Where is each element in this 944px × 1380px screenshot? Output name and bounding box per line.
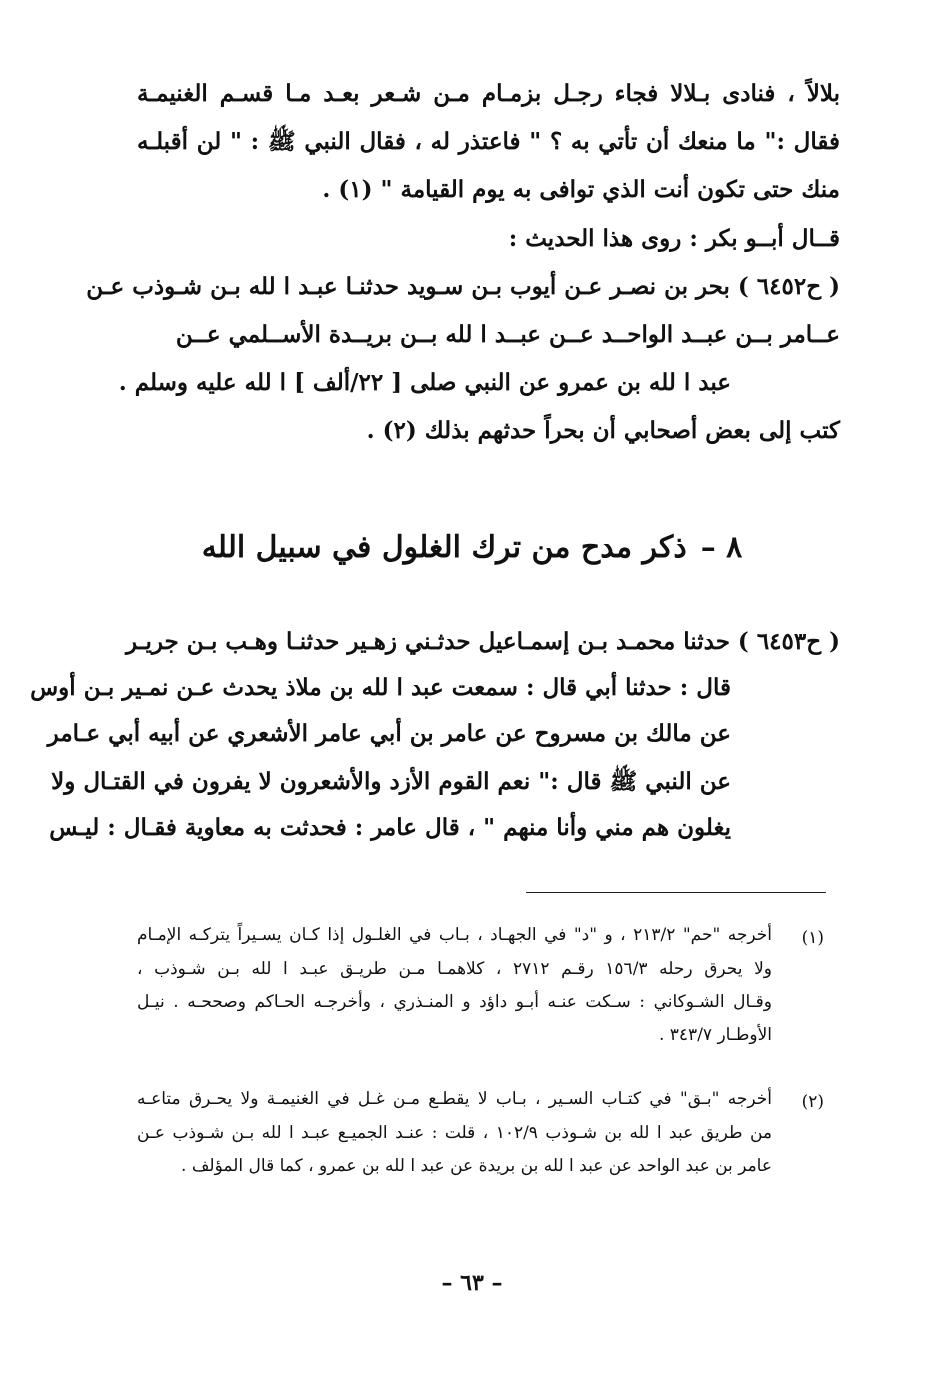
footnote-line: عامر بن عبد الواحد عن عبد ا لله بن بريدة عن عبد ا لله بن عمرو ، كما قال المؤلف . bbox=[181, 1156, 772, 1176]
footnote-line: ولا يحرق رحله ١٥٦/٣ رقـم ٢٧١٢ ، كلاهمـا مـن طريـق عبـد ا لله بـن شـوذب ، bbox=[137, 959, 772, 979]
footnote-separator bbox=[526, 892, 826, 893]
section-title: ذكر مدح من ترك الغلول في سبيل الله bbox=[201, 530, 687, 565]
hadith-line: عن مالك بن مسروح عن عامر بن أبي عامر الأشعري عن أبيه أبي عـامر bbox=[47, 720, 731, 747]
footnote-line: أخرجه "حم" ٢١٣/٢ ، و "د" في الجهـاد ، بـاب في الغلـول إذا كـان يسـيراً يتركـه الإمـام bbox=[137, 925, 772, 945]
hadith-line: عبد ا لله بن عمرو عن النبي صلى [ ٢٢/ألف ] ا لله عليه وسلم . bbox=[118, 369, 731, 396]
footnote-marker: (١) bbox=[801, 928, 824, 948]
footnote-line: أخرجه "بـق" في كتـاب السـير ، بـاب لا يقطـع مـن غـل في الغنيمـة ولا يحـرق متاعـه bbox=[137, 1089, 772, 1109]
section-number: ٨ – bbox=[700, 530, 743, 565]
hadith-line: ( ح٦٤٥٣ ) حدثنا محمـد بـن إسمـاعيل حدثـني زهـير حدثنـا وهـب بـن جريـر bbox=[126, 628, 840, 655]
footnote-marker: (٢) bbox=[801, 1092, 824, 1112]
hadith-line: عن النبي ﷺ قال :" نعم القوم الأزد والأشعرون لا يفرون في القتـال ولا bbox=[51, 768, 731, 795]
footnote-line: من طريق عبد ا لله بن شـوذب ١٠٢/٩ ، قلت : عنـد الجميـع عبـد ا لله بـن شـوذب عـن bbox=[137, 1123, 773, 1143]
page-number: – ٦٣ – bbox=[441, 1270, 503, 1296]
hadith-line: عــامر بــن عبــد الواحــد عــن عبــد ا لله بــن بريــدة الأســلمي عــن bbox=[175, 321, 840, 348]
text-line: فقال :" ما منعك أن تأتي به ؟ " فاعتذر له ، فقال النبي ﷺ : " لن أقبلـه bbox=[137, 128, 840, 155]
section-heading bbox=[0, 528, 944, 568]
hadith-line: قال : حدثنا أبي قال : سمعت عبد ا لله بن ملاذ يحدث عـن نمـير بـن أوس bbox=[30, 674, 731, 701]
narration-intro: قــال أبــو بكر : روى هذا الحديث : bbox=[508, 225, 840, 252]
hadith-line: كتب إلى بعض أصحابي أن بحراً حدثهم بذلك (٢) . bbox=[366, 417, 840, 444]
hadith-line: ( ح٦٤٥٢ ) بحر بن نصـر عـن أيوب بـن سـويد حدثنـا عبـد ا لله بـن شـوذب عـن bbox=[86, 273, 840, 300]
footnote-line: وقـال الشـوكاني : سـكت عنـه أبـو داؤد و المنـذري ، وأخرجـه الحـاكم وصححـه . نيـل bbox=[137, 992, 772, 1012]
hadith-line: يغلون هم مني وأنا منهم " ، قال عامر : فحدثت به معاوية فقـال : ليـس bbox=[49, 814, 731, 841]
text-line: بلالاً ، فنادى بـلالا فجاء رجـل بزمـام مـن شـعر بعـد مـا قسـم الغنيمـة bbox=[137, 80, 840, 107]
text-line: منك حتى تكون أنت الذي توافى به يوم القيامة " (١) . bbox=[322, 176, 840, 203]
footnote-line: الأوطـار ٣٤٣/٧ . bbox=[658, 1025, 772, 1045]
